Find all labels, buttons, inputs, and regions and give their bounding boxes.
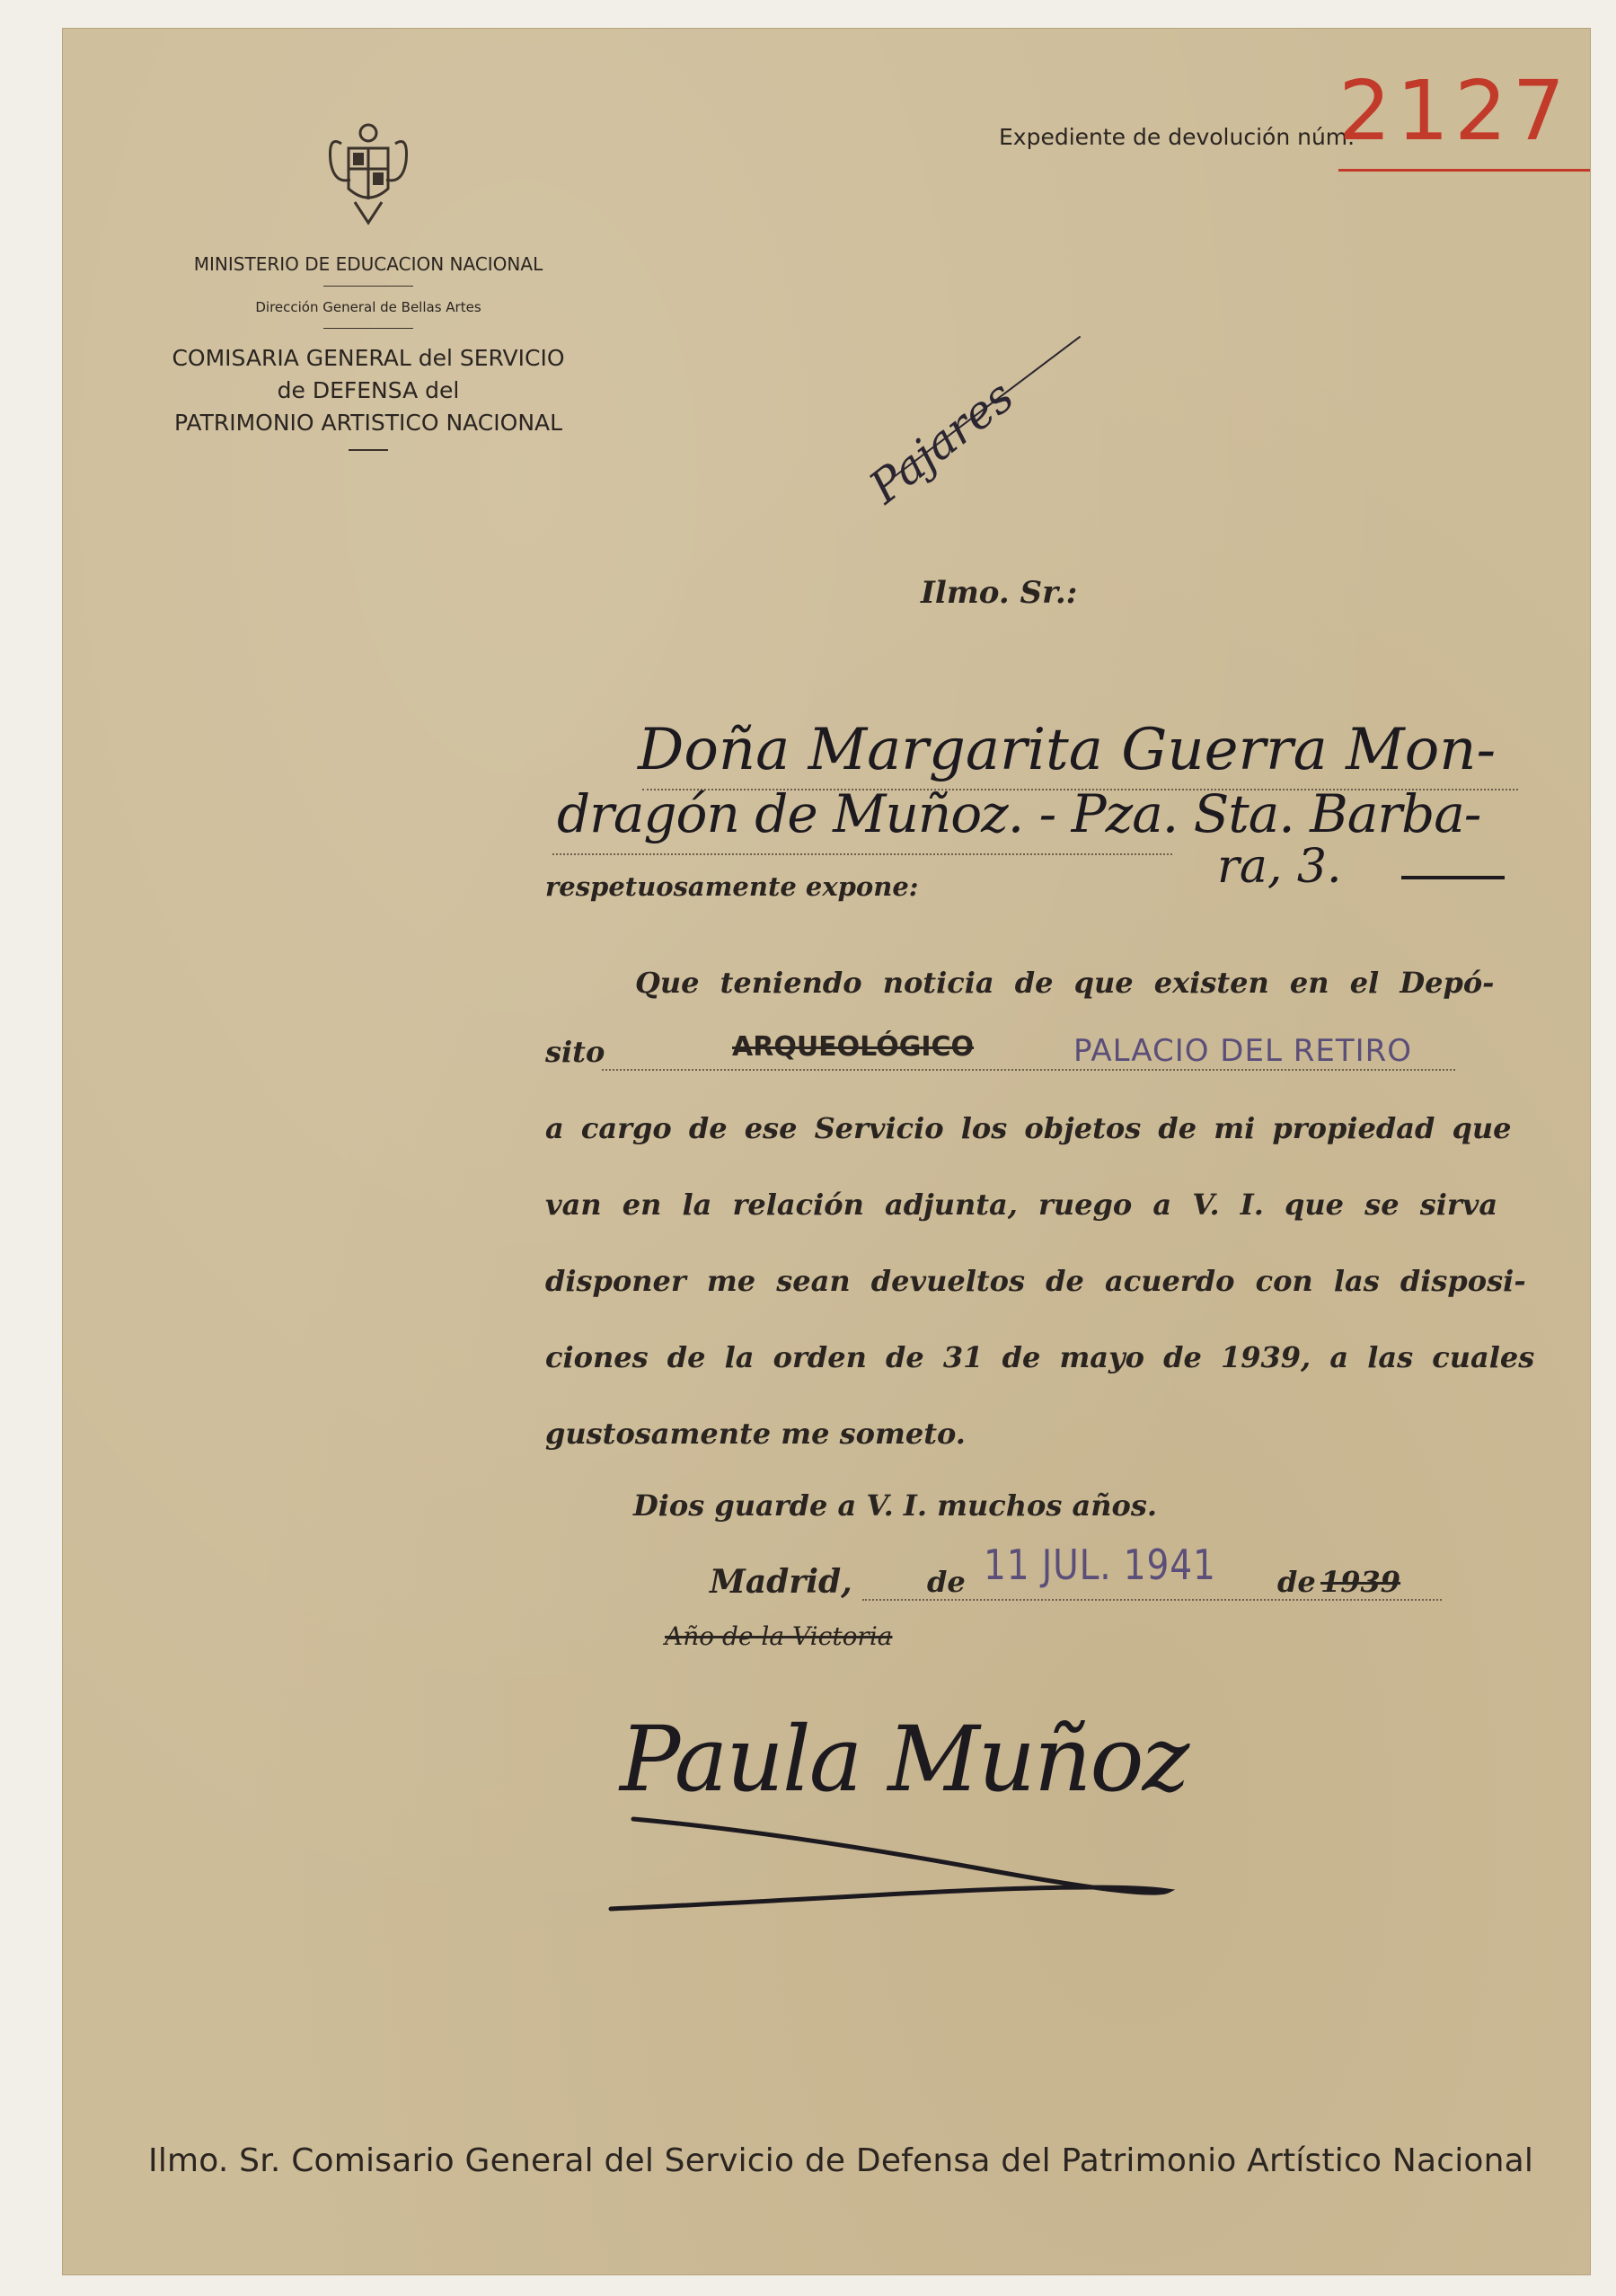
body-line-7: gustosamente me someto. bbox=[545, 1417, 966, 1451]
expediente-underline bbox=[1338, 169, 1590, 172]
body-line-2-prefix: sito bbox=[545, 1035, 605, 1069]
coat-of-arms-icon bbox=[323, 117, 413, 229]
date-struck-motto: Año de la Victoria bbox=[665, 1621, 893, 1651]
letterhead-commission-2: de DEFENSA del bbox=[277, 377, 460, 403]
body-line-3: a cargo de ese Servicio los objetos de mi propiedad que bbox=[545, 1111, 1512, 1145]
expediente-number: 2127 bbox=[1338, 63, 1571, 159]
petitioner-underline bbox=[1401, 876, 1505, 879]
body-line-4: van en la relación adjunta, ruego a V. I. que se sirva bbox=[545, 1188, 1498, 1222]
deposit-dotline bbox=[602, 1069, 1455, 1071]
date-place: Madrid, bbox=[710, 1563, 852, 1601]
petitioner-line-1: Doña Margarita Guerra Mon- bbox=[638, 717, 1497, 783]
signature-flourish bbox=[602, 1806, 1186, 1922]
letterhead-commission-3: PATRIMONIO ARTISTICO NACIONAL bbox=[173, 410, 563, 436]
date-de-2: de bbox=[1277, 1565, 1316, 1599]
petitioner-dotline-2 bbox=[552, 853, 1172, 855]
pencil-annotation: Pajares bbox=[860, 369, 1024, 514]
body-line-5: disponer me sean devueltos de acuerdo con las disposi- bbox=[545, 1264, 1526, 1298]
body-line-1: Que teniendo noticia de que existen en el Depó- bbox=[635, 966, 1495, 1000]
petitioner-line-2: dragón de Muñoz. - Pza. Sta. Barba- bbox=[557, 783, 1481, 844]
date-dotline bbox=[862, 1599, 1442, 1601]
deposit-struck: ARQUEOLÓGICO bbox=[732, 1031, 975, 1063]
signature: Paula Muñoz bbox=[620, 1707, 1188, 1812]
date-stamp: 11 JUL. 1941 bbox=[984, 1541, 1216, 1589]
date-de-1: de bbox=[927, 1565, 966, 1599]
salutation: Ilmo. Sr.: bbox=[921, 575, 1078, 611]
letterhead-ministry: MINISTERIO DE EDUCACION NACIONAL bbox=[193, 253, 543, 275]
letterhead-end-rule bbox=[349, 449, 388, 451]
letterhead-commission-1: COMISARIA GENERAL del SERVICIO bbox=[172, 345, 565, 371]
letterhead-divider bbox=[323, 286, 413, 287]
petitioner-line-3: ra, 3. bbox=[1217, 840, 1342, 894]
footer-addressee: Ilmo. Sr. Comisario General del Servicio de Defensa del Patrimonio Artístico Nacional bbox=[148, 2142, 1534, 2179]
closing-line: Dios guarde a V. I. muchos años. bbox=[633, 1488, 1158, 1523]
body-line-6: ciones de la orden de 31 de mayo de 1939, a las cuales bbox=[545, 1340, 1535, 1374]
deposit-stamp: PALACIO DEL RETIRO bbox=[1073, 1033, 1413, 1069]
letterhead-divider-2 bbox=[323, 328, 413, 329]
date-struck-year: 1939 bbox=[1320, 1565, 1401, 1599]
expone-line: respetuosamente expone: bbox=[545, 871, 919, 902]
letterhead-direction: Dirección General de Bellas Artes bbox=[255, 299, 481, 315]
expediente-label: Expediente de devolución núm. bbox=[999, 124, 1355, 150]
